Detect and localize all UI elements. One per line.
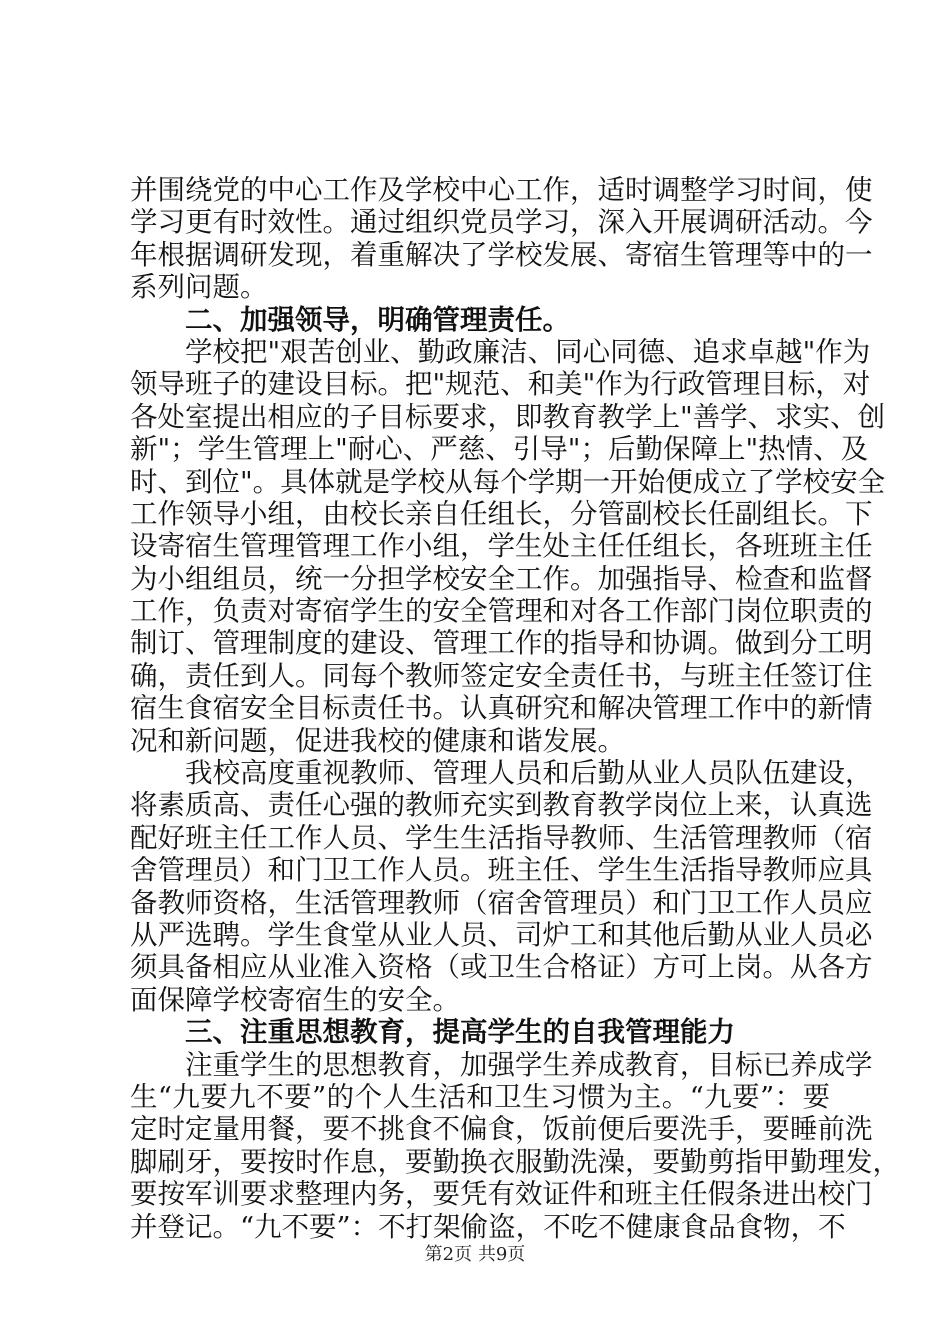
- text-line: 将素质高、责任心强的教师充实到教育教学岗位上来，认真选: [130, 789, 873, 822]
- text-line: 要按军训要求整理内务，要凭有效证件和班主任假条进出校门: [130, 1178, 873, 1211]
- text-line: 定时定量用餐，要不挑食不偏食，饭前便后要洗手，要睡前洗: [130, 1113, 873, 1146]
- text-line: 从严选聘。学生食堂从业人员、司炉工和其他后勤从业人员必: [130, 918, 873, 951]
- text-line: 面保障学校寄宿生的安全。: [130, 983, 460, 1016]
- text-line: 领导班子的建设目标。把"规范、和美"作为行政管理目标，对: [130, 368, 871, 401]
- page-number-footer: 第2页 共9页: [424, 1244, 526, 1265]
- text-line: 学校把"艰苦创业、勤政廉洁、同心同德、追求卓越"作为: [185, 335, 871, 368]
- text-line: 脚刷牙，要按时作息，要勤换衣服勤洗澡，要勤剪指甲勤理发，: [130, 1145, 900, 1178]
- text-line: 并围绕党的中心工作及学校中心工作，适时调整学习时间，使: [130, 174, 873, 206]
- text-line: 设寄宿生管理管理工作小组，学生处主任任组长，各班班主任: [130, 530, 873, 563]
- text-line: 各处室提出相应的子目标要求，即教育教学上"善学、求实、创: [130, 400, 886, 433]
- section-heading: 二、加强领导，明确管理责任。: [185, 303, 570, 336]
- section-heading: 三、注重思想教育，提高学生的自我管理能力: [185, 1016, 735, 1049]
- text-line: 注重学生的思想教育，加强学生养成教育，目标已养成学: [185, 1048, 873, 1081]
- text-line: 配好班主任工作人员、学生生活指导教师、生活管理教师（宿: [130, 821, 873, 854]
- text-line: 工作领导小组，由校长亲自任组长，分管副校长任副组长。下: [130, 497, 873, 530]
- document-body: [130, 174, 900, 1243]
- text-line: 我校高度重视教师、管理人员和后勤从业人员队伍建设，: [185, 757, 873, 790]
- text-line: 制订、管理制度的建设、管理工作的指导和协调。做到分工明: [130, 627, 873, 660]
- text-line: 学习更有时效性。通过组织党员学习，深入开展调研活动。今: [130, 206, 873, 239]
- text-line: 工作，负责对寄宿学生的安全管理和对各工作部门岗位职责的: [130, 595, 873, 628]
- text-line: 须具备相应从业准入资格（或卫生合格证）方可上岗。从各方: [130, 951, 873, 984]
- text-line: 为小组组员，统一分担学校安全工作。加强指导、检查和监督: [130, 562, 873, 595]
- text-line: 生“九要九不要”的个人生活和卫生习惯为主。“九要”：要: [130, 1080, 830, 1113]
- text-line: 年根据调研发现，着重解决了学校发展、寄宿生管理等中的一: [130, 238, 873, 271]
- text-line: 新"；学生管理上"耐心、严慈、引导"；后勤保障上"热情、及: [130, 433, 869, 466]
- text-line: 时、到位"。具体就是学校从每个学期一开始便成立了学校安全: [130, 465, 886, 498]
- text-line: 备教师资格，生活管理教师（宿舍管理员）和门卫工作人员应: [130, 886, 873, 919]
- text-line: 况和新问题，促进我校的健康和谐发展。: [130, 724, 625, 757]
- text-line: 系列问题。: [130, 271, 268, 304]
- text-line: 并登记。“九不要”：不打架偷盗，不吃不健康食品食物，不: [130, 1210, 846, 1243]
- text-line: 宿生食宿安全目标责任书。认真研究和解决管理工作中的新情: [130, 692, 873, 725]
- text-line: 确，责任到人。同每个教师签定安全责任书，与班主任签订住: [130, 659, 873, 692]
- text-line: 舍管理员）和门卫工作人员。班主任、学生生活指导教师应具: [130, 854, 873, 887]
